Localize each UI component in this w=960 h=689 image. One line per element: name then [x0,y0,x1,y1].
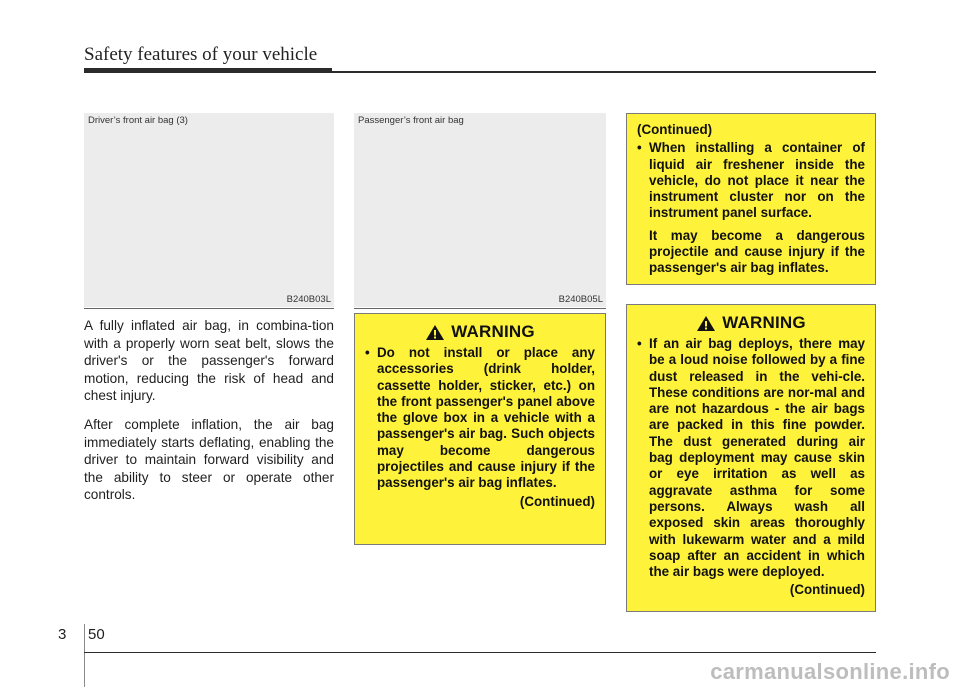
warning-heading [627,315,875,332]
continued-label: (Continued) [519,493,595,509]
footer-rule [84,652,876,653]
warning-heading-label: WARNING [451,322,535,342]
warning-triangle-icon [425,324,445,341]
figure-passenger-air-bag [354,113,606,307]
continued-bullet-text: When installing a container of liquid air freshener inside the vehicle, do not place it near the instrument cluster nor on the instrument panel surface. [649,140,865,221]
figure-caption: Passenger’s front air bag [358,115,464,126]
warning-bullet-text: If an air bag deploys, there may be a loud noise followed by a fine dust released in the vehi-cle. These conditions are nor-mal and are not hazardous - the air bags are packed in this fine powder. The dust generated during air bag deployment may cause skin or eye irritation as well as aggravate asthma for some persons. Always wash all exposed skin areas thoroughly with lukewarm water and a mild soap after an accident in which the air bags were deployed. [649,336,865,580]
bullet-dot: • [637,336,642,351]
watermark: carmanualsonline.info [710,659,950,684]
continued-heading: (Continued) [637,122,713,137]
header-rule-thin [332,71,876,73]
bullet-dot: • [365,345,370,360]
header-rule-thick [84,68,332,73]
warning-bullet [365,345,595,492]
figure-rule [354,308,606,309]
bullet-dot: • [637,140,642,156]
warning-bullet [637,336,865,580]
footer-separator [84,624,85,687]
warning-heading-label: WARNING [722,313,806,333]
body-paragraph-1: A fully inflated air bag, in combina-tion with a properly worn seat belt, slows the driver's or the passenger's forward motion, reducing the risk of head and chest injury. [84,318,334,404]
continued-bullet [637,140,865,221]
warning-triangle-icon [696,315,716,332]
page-header-title: Safety features of your vehicle [84,44,318,65]
continued-box [626,113,876,285]
figure-caption: Driver’s front air bag (3) [88,115,188,126]
figure-code: B240B05L [558,294,603,305]
figure-code: B240B03L [286,294,331,305]
figure-driver-air-bag [84,113,334,307]
warning-box-deployment [626,304,876,612]
warning-heading [355,324,605,341]
chapter-number: 3 [58,626,67,643]
body-paragraph-2: After complete inflation, the air bag immediately starts deflating, enabling the driver to maintain forward visibility and the ability to steer or operate other controls. [84,417,334,503]
page-number: 50 [88,626,105,643]
warning-bullet-text: Do not install or place any accessories (drink holder, cassette holder, sticker, etc.) on the front passenger's panel above the glove box in a vehicle with a passenger's air bag. Such objects may become dangerous projectiles and cause injury if the passenger's air bag inflates. [377,345,595,491]
continued-paragraph: It may become a dangerous projectile and cause injury if the passenger's air bag inflates. [649,227,865,276]
warning-box-accessories [354,313,606,545]
continued-label: (Continued) [789,582,865,598]
figure-rule [84,308,334,309]
